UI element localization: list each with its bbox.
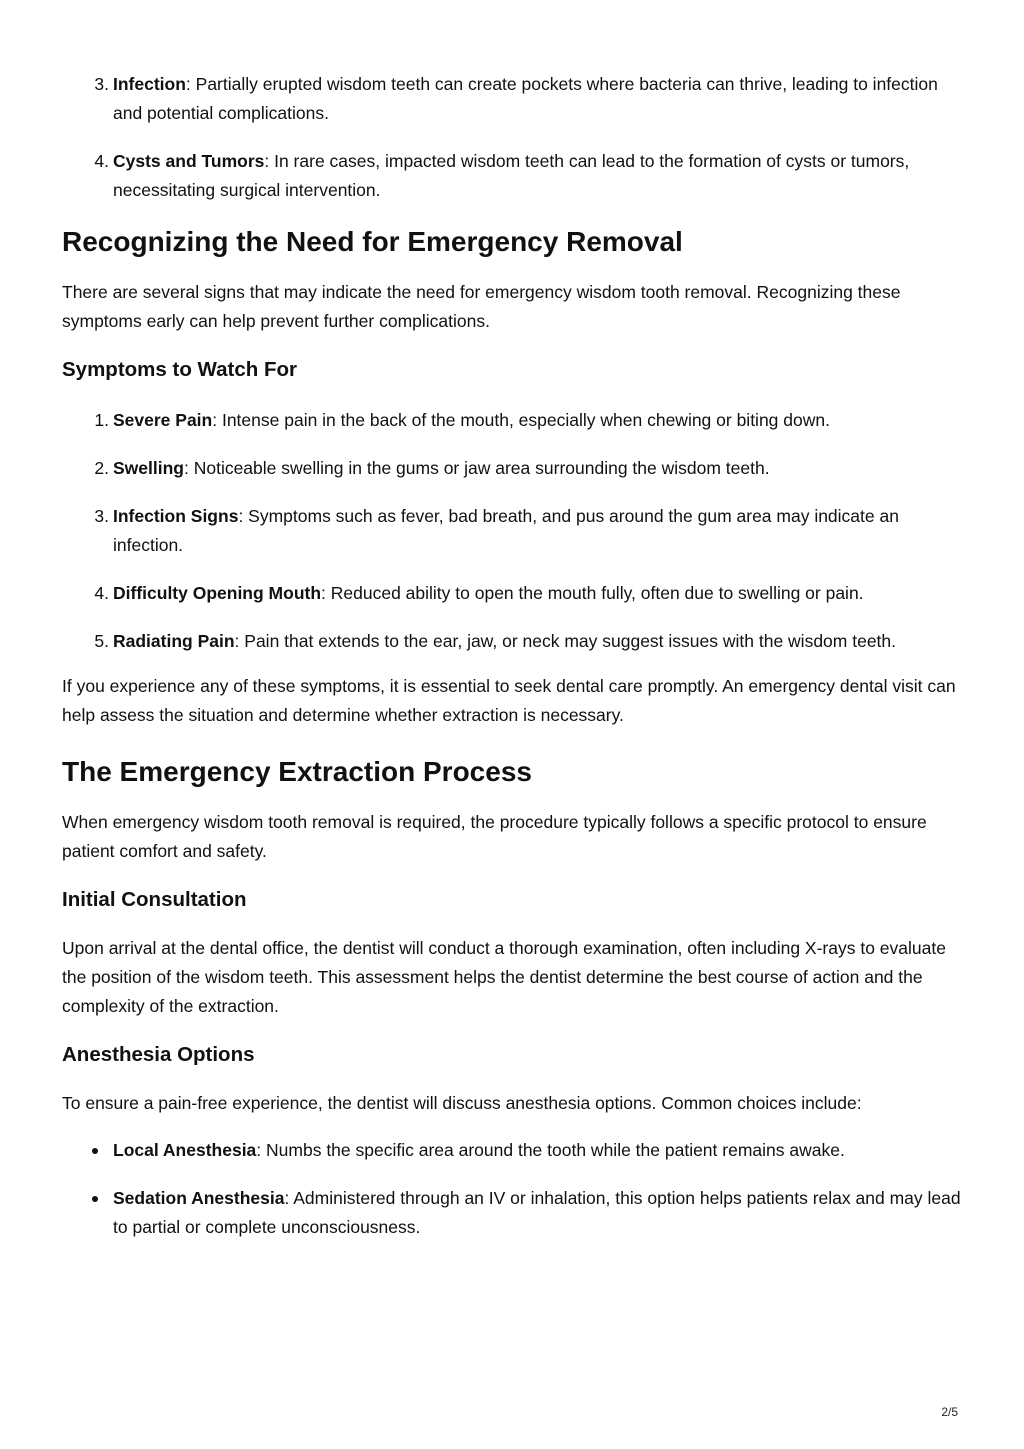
page-number: 2/5: [941, 1405, 958, 1419]
list-item: [62, 70, 962, 128]
list-number: 4.: [94, 583, 109, 603]
document-page: [62, 70, 962, 1261]
section-paragraph: Upon arrival at the dental office, the dentist will conduct a thorough examination, often including X-rays to evaluate the position of the wisdom teeth. This assessment helps the dentist determine the best course of action and the complexity of the extraction.: [62, 938, 946, 1016]
list-item: [62, 1136, 962, 1165]
list-term: Cysts and Tumors: [113, 151, 265, 171]
section-heading-recognizing: Recognizing the Need for Emergency Removal: [62, 226, 683, 257]
list-number: 3.: [94, 74, 109, 94]
list-term: Infection: [113, 74, 186, 94]
section-paragraph: There are several signs that may indicate the need for emergency wisdom tooth removal. Recognizing these symptoms early can help prevent further complications.: [62, 282, 901, 331]
subheading-symptoms: Symptoms to Watch For: [62, 358, 297, 381]
list-item: [62, 406, 962, 435]
list-text: : Symptoms such as fever, bad breath, and pus around the gum area may indicate an infection.: [113, 506, 899, 555]
list-item: [62, 1184, 962, 1242]
list-text: : Noticeable swelling in the gums or jaw area surrounding the wisdom teeth.: [183, 458, 770, 478]
list-term: Severe Pain: [113, 410, 213, 430]
subheading-initial-consultation: Initial Consultation: [62, 888, 247, 911]
list-item: [62, 627, 962, 656]
list-text: : In rare cases, impacted wisdom teeth can lead to the formation of cysts or tumors, necessitating surgical intervention.: [113, 151, 910, 200]
list-number: 5.: [94, 631, 109, 651]
list-item: [62, 454, 962, 483]
anesthesia-list: [62, 1136, 962, 1242]
list-term: Swelling: [113, 458, 184, 478]
symptoms-list: [62, 406, 962, 656]
list-term: Radiating Pain: [113, 631, 235, 651]
list-item: [62, 502, 962, 560]
section-paragraph: To ensure a pain-free experience, the dentist will discuss anesthesia options. Common choices include:: [62, 1093, 862, 1113]
list-text: : Pain that extends to the ear, jaw, or neck may suggest issues with the wisdom teeth.: [234, 631, 897, 651]
bullet-icon: [92, 1148, 98, 1154]
list-number: 1.: [94, 410, 109, 430]
list-term: Local Anesthesia: [113, 1140, 257, 1160]
list-term: Infection Signs: [113, 506, 239, 526]
list-number: 3.: [94, 506, 109, 526]
list-item: [62, 147, 962, 205]
section-closing-paragraph: If you experience any of these symptoms, it is essential to seek dental care promptly. An emergency dental visit can help assess the situation and determine whether extraction is necessary.: [62, 676, 956, 725]
bullet-icon: [92, 1196, 98, 1202]
list-item: [62, 579, 962, 608]
list-number: 2.: [94, 458, 109, 478]
list-text: : Intense pain in the back of the mouth, especially when chewing or biting down.: [212, 410, 830, 430]
subheading-anesthesia-options: Anesthesia Options: [62, 1043, 255, 1066]
list-term: Sedation Anesthesia: [113, 1188, 285, 1208]
list-text: : Reduced ability to open the mouth fully, often due to swelling or pain.: [321, 583, 864, 603]
section-paragraph: When emergency wisdom tooth removal is required, the procedure typically follows a specific protocol to ensure patient comfort and safety.: [62, 812, 927, 861]
list-text: : Administered through an IV or inhalation, this option helps patients relax and may lead to partial or complete unconsciousness.: [113, 1188, 961, 1237]
list-text: : Numbs the specific area around the tooth while the patient remains awake.: [256, 1140, 845, 1160]
complications-list: [62, 70, 962, 205]
list-term: Difficulty Opening Mouth: [113, 583, 322, 603]
section-heading-extraction: The Emergency Extraction Process: [62, 756, 532, 787]
list-number: 4.: [94, 151, 109, 171]
list-text: : Partially erupted wisdom teeth can create pockets where bacteria can thrive, leading to infection and potential complications.: [113, 74, 938, 123]
